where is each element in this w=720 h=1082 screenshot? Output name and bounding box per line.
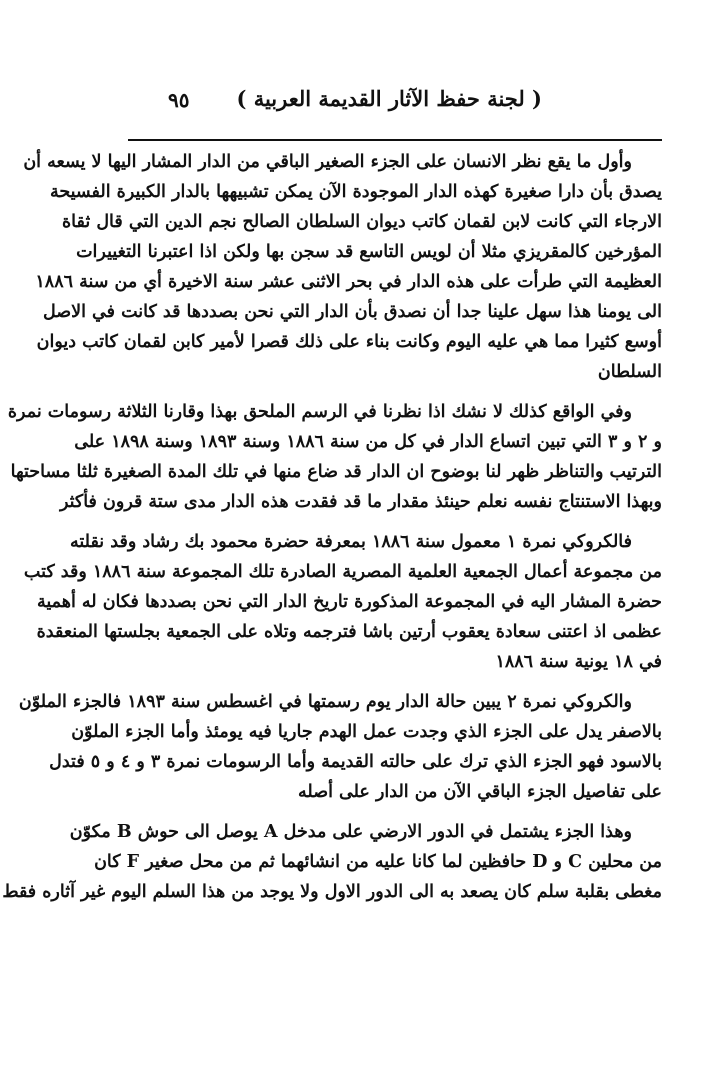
- text-line: الى يومنا هذا سهل علينا جدا أن نصدق بأن الدار التي نحن بصددها قد كانت في الاصل: [43, 302, 662, 322]
- text-line: الترتيب والتناظر ظهر لنا بوضوح ان الدار قد ضاع منها في تلك المدة الصغيرة ثلثا مساحتها: [10, 462, 662, 482]
- running-header-title: ( لجنة حفظ الآثار القديمة العربية ): [236, 86, 542, 111]
- running-header: [128, 86, 662, 120]
- text-line: السلطان: [597, 362, 662, 382]
- text-line: العظيمة التي طرأت على هذه الدار في بحر الاثنى عشر سنة الاخيرة أي من سنة ١٨٨٦: [35, 272, 662, 292]
- text-line: وفي الواقع كذلك لا نشك اذا نظرنا في الرسم الملحق بهذا وقارنا الثلاثة رسومات نمرة: [7, 402, 632, 422]
- body-text: [2, 147, 662, 907]
- paragraph: [18, 687, 662, 807]
- text-line: فالكروكي نمرة ١ معمول سنة ١٨٨٦ بمعرفة حضرة محمود بك رشاد وقد نقلته: [70, 532, 632, 552]
- text-line: وهذا الجزء يشتمل في الدور الارضي على مدخل A يوصل الى حوش B مكوّن: [69, 822, 632, 842]
- text-line: بالاصفر يدل على الجزء الذي وجدت عمل الهدم جاريا فيه يومئذ وأما الجزء الملوّن: [71, 722, 662, 742]
- text-line: من محلين C و D حافظين لما كانا عليه من انشائهما ثم من محل صغير F كان: [94, 852, 662, 872]
- text-line: وبهذا الاستنتاج نفسه نعلم حينئذ مقدار ما قد فقدت هذه الدار مدى ستة قرون فأكثر: [59, 492, 662, 512]
- text-line: المؤرخين كالمقريزي مثلا أن لويس التاسع قد سجن بها ولكن اذا اعتبرنا التغييرات: [76, 242, 662, 262]
- paragraph: [7, 397, 662, 517]
- text-line: حضرة المشار اليه في المجموعة المذكورة تاريخ الدار التي نحن بصددها فكان له أهمية: [36, 592, 662, 612]
- paragraph: [2, 817, 662, 907]
- paragraph: [23, 527, 662, 677]
- text-line: على تفاصيل الجزء الباقي الآن من الدار على أصله: [298, 782, 662, 802]
- text-line: عظمى اذ اعتنى سعادة يعقوب أرتين باشا فترجمه وتلاه على الجمعية بجلستها المنعقدة: [36, 622, 662, 642]
- text-line: و ٢ و ٣ التي تبين اتساع الدار في كل من سنة ١٨٨٦ وسنة ١٨٩٣ وسنة ١٨٩٨ على: [74, 432, 662, 452]
- text-line: الارجاء التي كانت لابن لقمان كاتب ديوان السلطان الصالح نجم الدين التي قال ثقاة: [62, 212, 662, 232]
- text-line: وأول ما يقع نظر الانسان على الجزء الصغير الباقي من الدار المشار اليها لا يسعه أن: [23, 152, 632, 172]
- page-number: ٩٥: [168, 88, 190, 112]
- header-rule: [128, 139, 662, 141]
- text-line: والكروكي نمرة ٢ يبين حالة الدار يوم رسمتها في اغسطس سنة ١٨٩٣ فالجزء الملوّن: [18, 692, 632, 712]
- text-line: مغطى بقلبة سلم كان يصعد به الى الدور الاول ولا يوجد من هذا السلم اليوم غير آثاره فقط: [2, 882, 662, 902]
- paragraph: [23, 147, 662, 387]
- text-line: يصدق بأن دارا صغيرة كهذه الدار الموجودة الآن يمكن تشبيهها بالدار الكبيرة الفسيحة: [49, 182, 662, 202]
- text-line: في ١٨ يونية سنة ١٨٨٦: [495, 652, 662, 672]
- text-line: من مجموعة أعمال الجمعية العلمية المصرية الصادرة تلك المجموعة سنة ١٨٨٦ وقد كتب: [23, 562, 662, 582]
- text-line: أوسع كثيرا مما هي عليه اليوم وكانت بناء على ذلك قصرا لأمير كابن لقمان كاتب ديوان: [36, 332, 662, 352]
- text-line: بالاسود فهو الجزء الذي ترك على حالته القديمة وأما الرسومات نمرة ٣ و ٤ و ٥ فتدل: [49, 752, 662, 772]
